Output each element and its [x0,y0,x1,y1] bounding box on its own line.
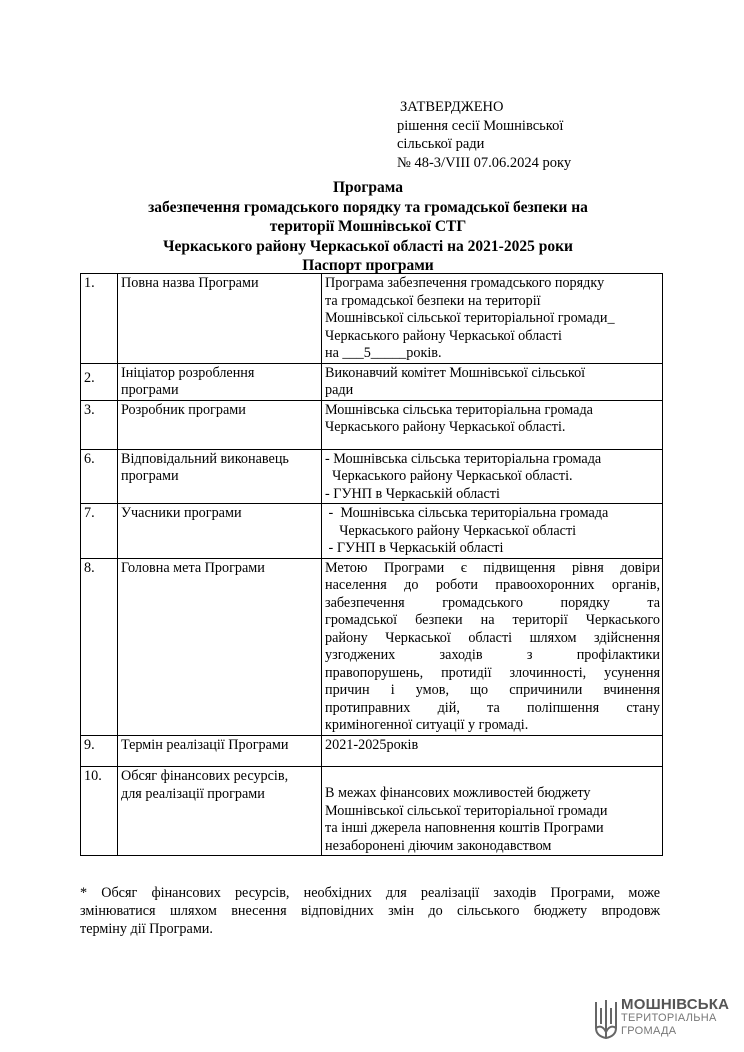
approval-stamp [397,98,717,172]
row-label [118,735,322,767]
row-label [118,767,322,856]
row-number: 3. [81,400,118,449]
trident-icon [594,998,618,1040]
row-number: 10. [81,767,118,856]
row-value [322,449,663,504]
footnote-line: змінюватися шляхом внесення відповідних змін до сільського бюджету впродовж [80,903,660,919]
row-value-line: правопорушень, протидії злочинності, усунення [325,664,660,681]
row-value-line: - ГУНП в Черкаській області [325,540,504,556]
footnote [80,884,660,938]
approval-line-1: рішення сесії Мошнівської [397,117,564,134]
approval-title: ЗАТВЕРДЖЕНО [400,99,504,115]
row-value-line: забезпечення громадського порядку та [325,594,660,611]
row-value-line: Мошнівська сільська територіальна громада [325,401,593,418]
row-value-line: незаборонені діючим законодавством [325,837,552,854]
row-label [118,558,322,735]
row-value [322,504,663,559]
row-value-line: В межах фінансових можливостей бюджету [325,785,591,801]
row-value-line: - Мошнівська сільська територіальна громада [325,450,602,467]
row-label-line: програми [121,382,179,398]
heading-line-2: забезпечення громадського порядку та громадської безпеки на [148,198,588,216]
table-row [81,735,663,767]
row-value-line: узгоджених заходів з профілактики [325,647,660,663]
row-number: 2. [81,363,118,400]
row-value-line: Черкаського району Черкаської області [325,327,562,344]
row-label [118,274,322,364]
heading-line-1: Програма [332,179,404,196]
row-label-line: Учасники програми [121,505,242,521]
row-value-line: причин і умов, що спричинили вчинення [325,682,660,698]
row-value-line: ради [325,382,354,398]
approval-line-3: № 48-3/VIII 07.06.2024 року [397,154,572,171]
table-row [81,449,663,504]
row-value [322,363,663,400]
row-value-line: - Мошнівська сільська територіальна громада [325,505,609,521]
approval-line-2: сільської ради [397,136,485,152]
row-value-line: та інші джерела наповнення коштів Програми [325,820,604,836]
row-value-line: протиправних дій, та поліпшення стану [325,699,660,716]
row-label [118,504,322,559]
row-value-line: Мошнівської сільської територіальної громади_ [325,310,615,326]
row-value-line: - ГУНП в Черкаській області [325,485,500,502]
row-value-line: Програма забезпечення громадського порядку [325,275,605,291]
footnote-line: терміну дії Програми. [80,921,213,937]
row-label-line: Головна мета Програми [121,559,265,576]
heading-line-4: Черкаського району Черкаської області на 2021-2025 роки [163,237,573,255]
table-row [81,504,663,559]
row-value-line: населення до роботи правоохоронних органів, [325,577,660,593]
row-value-line: 2021-2025років [325,736,419,753]
heading-line-3: території Мошнівської СТГ [269,218,467,235]
row-value-line: та громадської безпеки на території [325,292,541,309]
table-row [81,274,663,364]
table-row [81,767,663,856]
logo-line-3: ГРОМАДА [621,1025,677,1037]
row-label-line: Розробник програми [121,401,246,418]
row-value-line: Виконавчий комітет Мошнівської сільської [325,364,586,381]
logo-line-1: МОШНІВСЬКА [621,996,730,1013]
row-label [118,400,322,449]
row-label [118,449,322,504]
program-passport-table [80,273,663,856]
table-row [81,400,663,449]
row-value-line: Черкаського району Черкаської області. [325,468,573,484]
row-value-line: криміногенної ситуації у громаді. [325,717,529,733]
row-number: 9. [81,735,118,767]
row-label [118,363,322,400]
row-number: 1. [81,274,118,364]
row-label-line: Відповідальний виконавець [121,450,289,467]
row-label-line: Термін реалізації Програми [121,736,289,753]
table-row [81,558,663,735]
row-value-line: Мошнівської сільської територіальної громади [325,802,608,819]
row-label-line: програми [121,468,179,484]
row-value [322,400,663,449]
row-label-line: для реалізації програми [121,785,265,802]
row-value [322,274,663,364]
community-logo [594,996,734,1044]
row-value-line: Метою Програми є підвищення рівня довіри [325,559,660,576]
row-label-line: Обсяг фінансових ресурсів, [121,768,289,784]
row-number: 6. [81,449,118,504]
table-row [81,363,663,400]
row-number: 7. [81,504,118,559]
row-value-line: Черкаського району Черкаської області. [325,419,566,435]
row-value [322,767,663,856]
row-value-line: громадської безпеки на території Черкаського [325,612,660,628]
passport-title: Паспорт програми [302,257,434,274]
program-heading [78,178,658,276]
row-value-line: Черкаського району Черкаської області [325,522,577,539]
row-label-line: Повна назва Програми [121,275,259,291]
row-value-line: району Черкаської області шляхом здійснення [325,629,660,646]
logo-line-2: ТЕРИТОРІАЛЬНА [621,1012,717,1024]
row-value [322,735,663,767]
row-number: 8. [81,558,118,735]
row-value [322,558,663,735]
row-label-line: Ініціатор розроблення [121,364,255,381]
footnote-line: * Обсяг фінансових ресурсів, необхідних для реалізації заходів Програми, може [80,885,660,901]
row-value-line: на ___5_____років. [325,345,442,361]
